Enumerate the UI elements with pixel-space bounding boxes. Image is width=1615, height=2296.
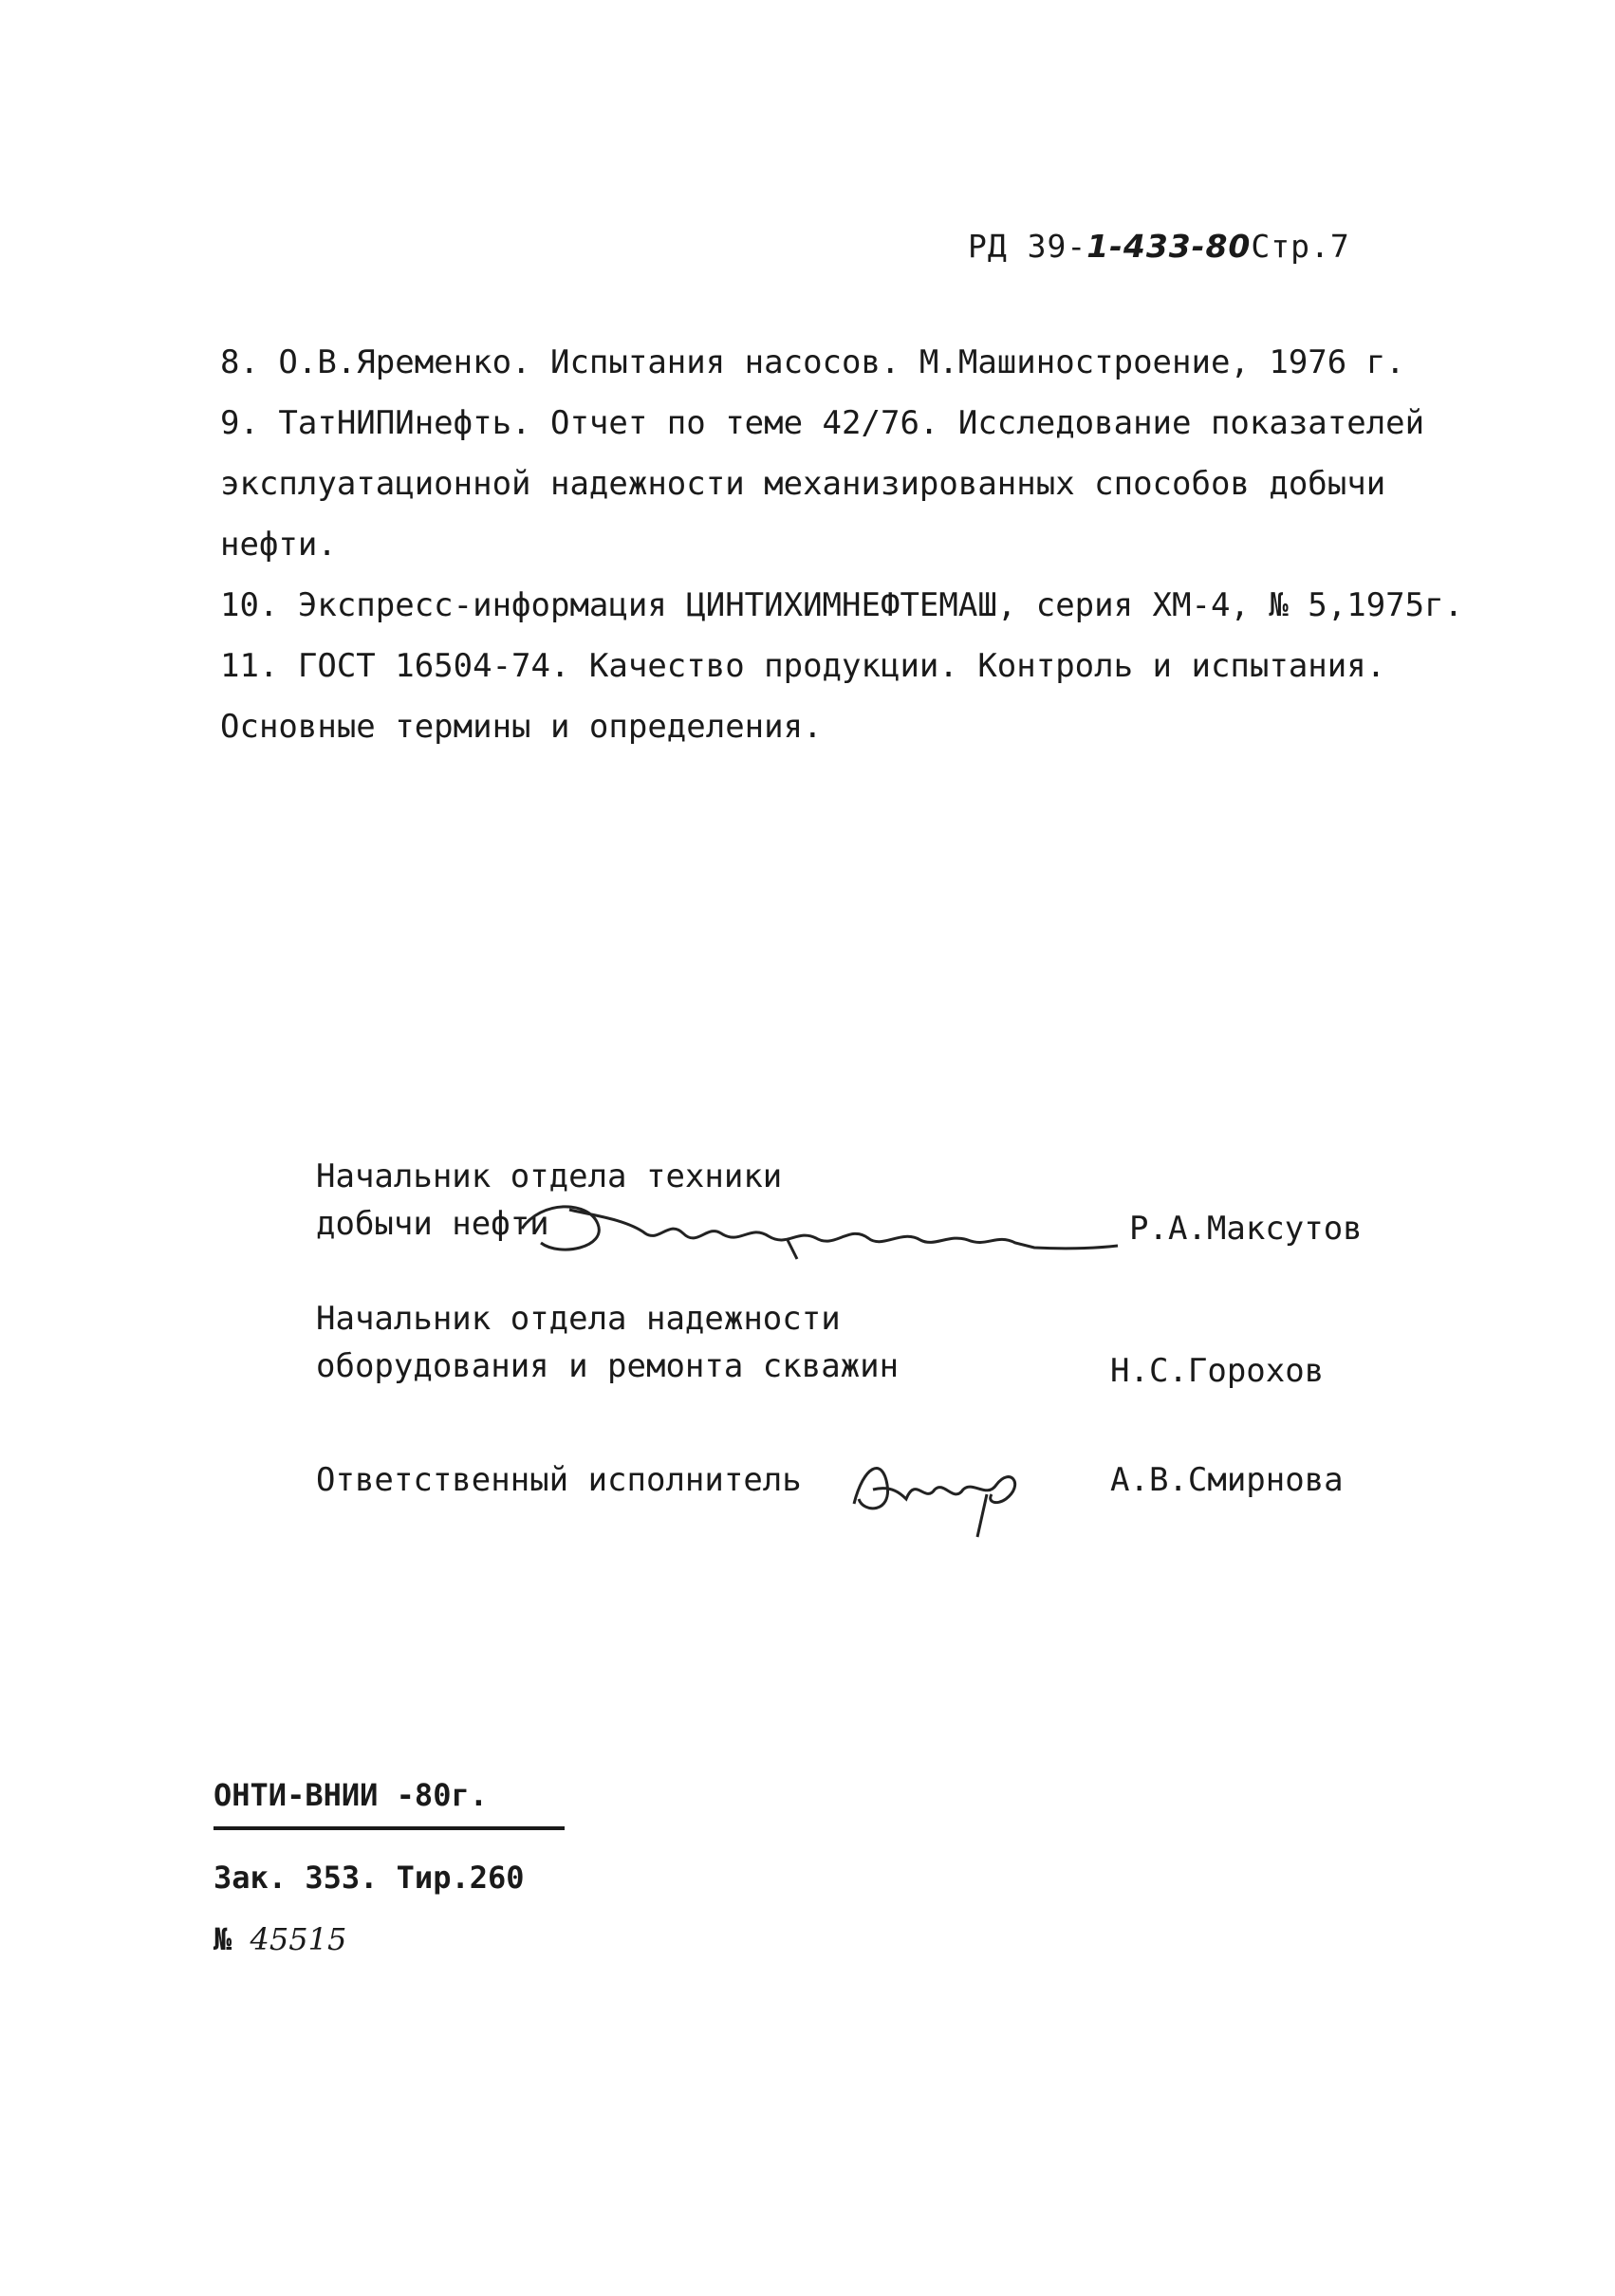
page-number: Стр.7 [1251,228,1350,265]
signer-name-3: А.В.Смирнова [1110,1461,1344,1499]
number-line [213,1921,346,1957]
reference-line: 9. ТатНИПИнефть. Отчет по теме 42/76. Исследование показателей [220,404,1425,442]
signer-title-line1: Начальник отдела надежности [316,1300,841,1338]
footer-divider [213,1826,565,1830]
doc-code-prefix: РД 39- [968,228,1087,265]
reference-line: 11. ГОСТ 16504-74. Качество продукции. Контроль и испытания. [220,647,1386,685]
order-line [213,1860,525,1896]
reference-line: эксплуатационной надежности механизированных способов добычи [220,465,1386,503]
signature-block-2 [316,1295,899,1390]
signature-block-3 [316,1456,802,1504]
handwritten-number: 45515 [250,1921,347,1957]
signer-name-2: Н.С.Горохов [1110,1352,1325,1390]
reference-list [220,332,1482,757]
order-prefix: Зак. 353. Тир. [213,1860,470,1896]
reference-line: 8. О.В.Яременко. Испытания насосов. М.Машиностроение, 1976 г. [220,343,1405,381]
signature-3-image [845,1447,1034,1542]
doc-code-number: 1-433-80 [1086,228,1252,265]
publisher-line: ОНТИ-ВНИИ -80г. [213,1777,488,1813]
reference-line: нефти. [220,526,337,564]
number-prefix: № [213,1921,232,1957]
signer-title-line2: оборудования и ремонта скважин [316,1347,900,1385]
signer-title-line1: Ответственный исполнитель [316,1461,802,1499]
print-run: 260 [469,1860,525,1896]
signer-name-1: Р.А.Максутов [1129,1210,1363,1248]
signer-title-line2: добычи нефти [316,1205,549,1243]
reference-line: 10. Экспресс-информация ЦИНТИХИМНЕФТЕМАШ, серия ХМ-4, № 5,1975г. [220,586,1464,624]
reference-line: Основные термины и определения. [220,708,823,746]
signature-1-image [503,1191,1120,1267]
signer-title-line1: Начальник отдела техники [316,1157,783,1195]
document-header [968,228,1350,265]
